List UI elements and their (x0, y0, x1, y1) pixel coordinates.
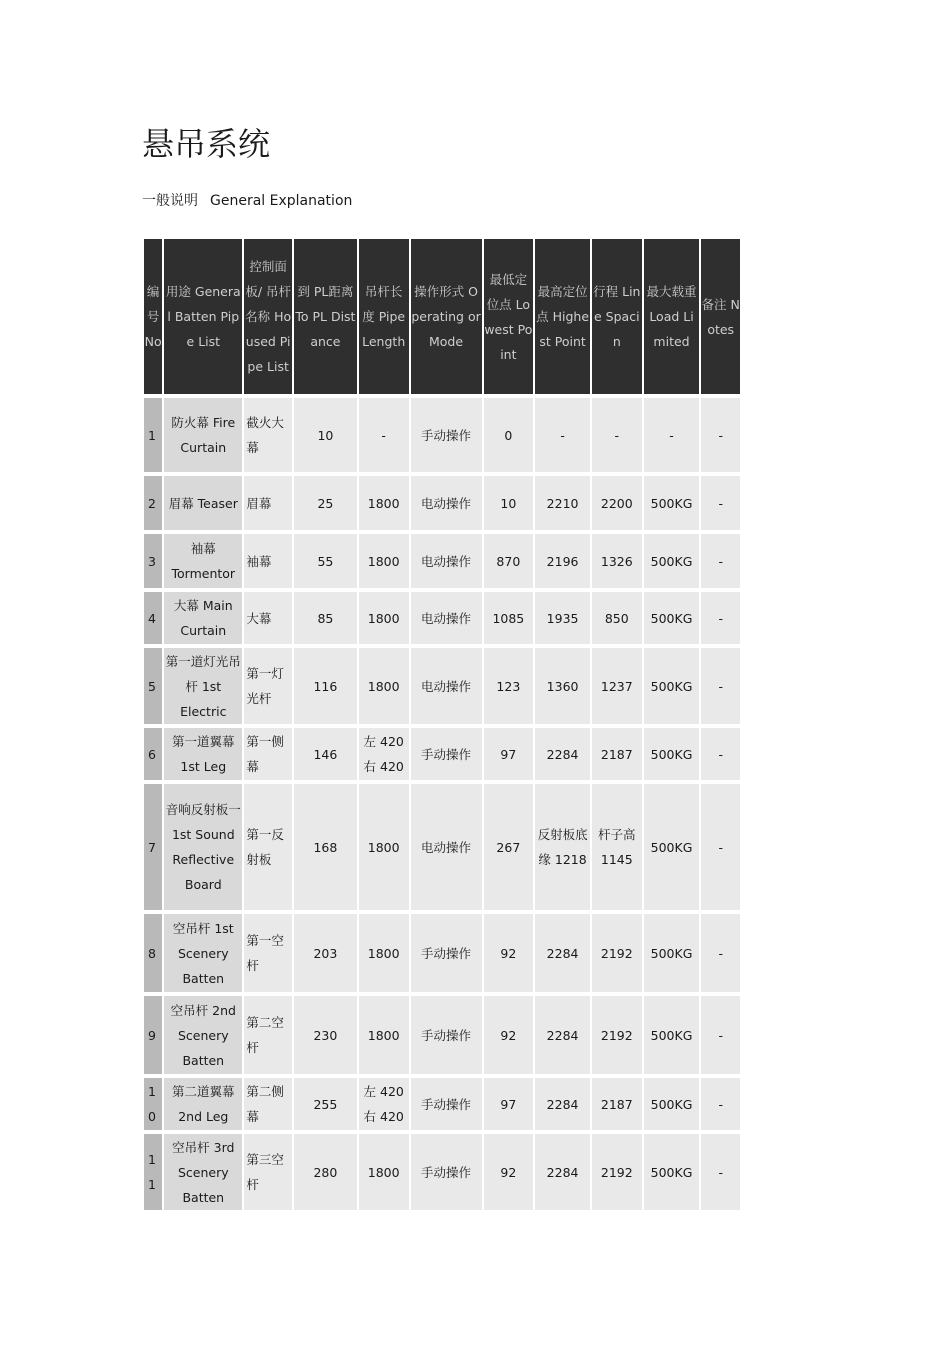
cell-notes: - (701, 474, 740, 532)
cell-no: 2 (144, 474, 162, 532)
cell-mode: 电动操作 (411, 782, 482, 912)
cell-length: 1800 (359, 646, 409, 726)
cell-load: 500KG (644, 912, 700, 994)
page-title: 悬吊系统 (142, 125, 271, 163)
cell-highest: 反射板底缘 1218 (535, 782, 590, 912)
cell-highest: - (535, 396, 590, 474)
table-row (144, 532, 740, 590)
cell-length: 1800 (359, 1132, 409, 1212)
cell-highest: 2284 (535, 1076, 590, 1132)
cell-length: 1800 (359, 590, 409, 646)
cell-panel: 第一侧幕 (244, 726, 292, 782)
cell-highest: 2284 (535, 726, 590, 782)
cell-panel: 第三空杆 (244, 1132, 292, 1212)
header-no: 编号 No (144, 239, 162, 396)
cell-notes: - (701, 396, 740, 474)
cell-travel: 2192 (592, 994, 642, 1076)
cell-use: 空吊杆 1st Scenery Batten (164, 912, 242, 994)
cell-no: 8 (144, 912, 162, 994)
cell-lowest: 92 (484, 994, 534, 1076)
header-highest: 最高定位点 Highest Point (535, 239, 590, 396)
cell-mode: 手动操作 (411, 726, 482, 782)
header-load: 最大载重 Load Limited (644, 239, 700, 396)
cell-panel: 第二空杆 (244, 994, 292, 1076)
subtitle-cn: 一般说明 (142, 193, 198, 209)
table-row (144, 994, 740, 1076)
cell-highest: 1360 (535, 646, 590, 726)
cell-length: 1800 (359, 782, 409, 912)
cell-notes: - (701, 1076, 740, 1132)
cell-mode: 手动操作 (411, 994, 482, 1076)
cell-no: 6 (144, 726, 162, 782)
cell-load: 500KG (644, 590, 700, 646)
table-row (144, 646, 740, 726)
cell-panel: 眉幕 (244, 474, 292, 532)
table-row (144, 782, 740, 912)
header-panel: 控制面板/ 吊杆名称 Housed Pipe List (244, 239, 292, 396)
table-row (144, 726, 740, 782)
cell-travel: 2187 (592, 726, 642, 782)
cell-no: 9 (144, 994, 162, 1076)
cell-notes: - (701, 994, 740, 1076)
cell-mode: 电动操作 (411, 532, 482, 590)
cell-length: 左 420 右 420 (359, 1076, 409, 1132)
cell-panel: 第一空杆 (244, 912, 292, 994)
cell-use: 眉幕 Teaser (164, 474, 242, 532)
cell-mode: 电动操作 (411, 646, 482, 726)
cell-panel: 袖幕 (244, 532, 292, 590)
header-notes: 备注 Notes (701, 239, 740, 396)
cell-distance: 168 (294, 782, 357, 912)
cell-lowest: 1085 (484, 590, 534, 646)
cell-mode: 电动操作 (411, 590, 482, 646)
cell-load: 500KG (644, 1076, 700, 1132)
cell-travel: 2192 (592, 912, 642, 994)
cell-travel: 850 (592, 590, 642, 646)
cell-no: 11 (144, 1132, 162, 1212)
cell-no: 5 (144, 646, 162, 726)
cell-distance: 203 (294, 912, 357, 994)
cell-use: 第二道翼幕 2nd Leg (164, 1076, 242, 1132)
cell-distance: 25 (294, 474, 357, 532)
cell-lowest: 97 (484, 726, 534, 782)
cell-use: 音响反射板一 1st Sound Reflective Board (164, 782, 242, 912)
subtitle-en: General Explanation (210, 193, 353, 209)
cell-use: 防火幕 Fire Curtain (164, 396, 242, 474)
cell-length: 1800 (359, 474, 409, 532)
cell-travel: 2187 (592, 1076, 642, 1132)
cell-load: 500KG (644, 994, 700, 1076)
cell-no: 10 (144, 1076, 162, 1132)
cell-notes: - (701, 590, 740, 646)
cell-lowest: 0 (484, 396, 534, 474)
cell-distance: 10 (294, 396, 357, 474)
cell-panel: 第一反射板 (244, 782, 292, 912)
cell-highest: 2196 (535, 532, 590, 590)
cell-no: 1 (144, 396, 162, 474)
cell-distance: 230 (294, 994, 357, 1076)
cell-notes: - (701, 912, 740, 994)
cell-travel: - (592, 396, 642, 474)
cell-length: - (359, 396, 409, 474)
cell-panel: 第一灯光杆 (244, 646, 292, 726)
cell-distance: 116 (294, 646, 357, 726)
cell-notes: - (701, 726, 740, 782)
cell-travel: 杆子高 1145 (592, 782, 642, 912)
cell-highest: 2284 (535, 994, 590, 1076)
cell-highest: 1935 (535, 590, 590, 646)
cell-lowest: 267 (484, 782, 534, 912)
cell-lowest: 870 (484, 532, 534, 590)
cell-load: 500KG (644, 532, 700, 590)
cell-load: 500KG (644, 474, 700, 532)
cell-distance: 85 (294, 590, 357, 646)
table-row (144, 1132, 740, 1212)
cell-travel: 2192 (592, 1132, 642, 1212)
cell-lowest: 92 (484, 912, 534, 994)
cell-length: 1800 (359, 994, 409, 1076)
header-use: 用途 General Batten Pipe List (164, 239, 242, 396)
cell-lowest: 97 (484, 1076, 534, 1132)
cell-highest: 2284 (535, 1132, 590, 1212)
cell-notes: - (701, 532, 740, 590)
cell-no: 7 (144, 782, 162, 912)
cell-no: 4 (144, 590, 162, 646)
cell-use: 第一道灯光吊杆 1st Electric (164, 646, 242, 726)
cell-length: 左 420 右 420 (359, 726, 409, 782)
cell-mode: 手动操作 (411, 1076, 482, 1132)
table-row (144, 396, 740, 474)
header-length: 吊杆长度 Pipe Length (359, 239, 409, 396)
cell-load: 500KG (644, 1132, 700, 1212)
cell-distance: 55 (294, 532, 357, 590)
cell-load: 500KG (644, 782, 700, 912)
table-row (144, 912, 740, 994)
cell-no: 3 (144, 532, 162, 590)
cell-panel: 截火大幕 (244, 396, 292, 474)
header-lowest: 最低定位点 Lowest Point (484, 239, 534, 396)
cell-mode: 手动操作 (411, 396, 482, 474)
cell-load: - (644, 396, 700, 474)
section-subtitle (142, 191, 352, 211)
header-mode: 操作形式 Operating or Mode (411, 239, 482, 396)
cell-notes: - (701, 782, 740, 912)
cell-distance: 280 (294, 1132, 357, 1212)
cell-notes: - (701, 1132, 740, 1212)
cell-load: 500KG (644, 726, 700, 782)
table-row (144, 474, 740, 532)
cell-panel: 第二侧幕 (244, 1076, 292, 1132)
cell-length: 1800 (359, 532, 409, 590)
cell-load: 500KG (644, 646, 700, 726)
cell-lowest: 123 (484, 646, 534, 726)
cell-use: 空吊杆 3rd Scenery Batten (164, 1132, 242, 1212)
cell-highest: 2284 (535, 912, 590, 994)
header-travel: 行程 Line Spacin (592, 239, 642, 396)
table-row (144, 590, 740, 646)
cell-travel: 1237 (592, 646, 642, 726)
table-header-row (144, 239, 740, 396)
cell-panel: 大幕 (244, 590, 292, 646)
cell-notes: - (701, 646, 740, 726)
cell-travel: 1326 (592, 532, 642, 590)
cell-travel: 2200 (592, 474, 642, 532)
header-distance: 到 PL距离 To PL Distance (294, 239, 357, 396)
cell-distance: 255 (294, 1076, 357, 1132)
cell-mode: 手动操作 (411, 1132, 482, 1212)
cell-use: 第一道翼幕 1st Leg (164, 726, 242, 782)
cell-mode: 电动操作 (411, 474, 482, 532)
cell-mode: 手动操作 (411, 912, 482, 994)
cell-use: 空吊杆 2nd Scenery Batten (164, 994, 242, 1076)
table-row (144, 1076, 740, 1132)
cell-length: 1800 (359, 912, 409, 994)
cell-lowest: 10 (484, 474, 534, 532)
cell-lowest: 92 (484, 1132, 534, 1212)
cell-highest: 2210 (535, 474, 590, 532)
batten-spec-table (142, 239, 742, 1212)
cell-distance: 146 (294, 726, 357, 782)
cell-use: 大幕 Main Curtain (164, 590, 242, 646)
cell-use: 袖幕 Tormentor (164, 532, 242, 590)
